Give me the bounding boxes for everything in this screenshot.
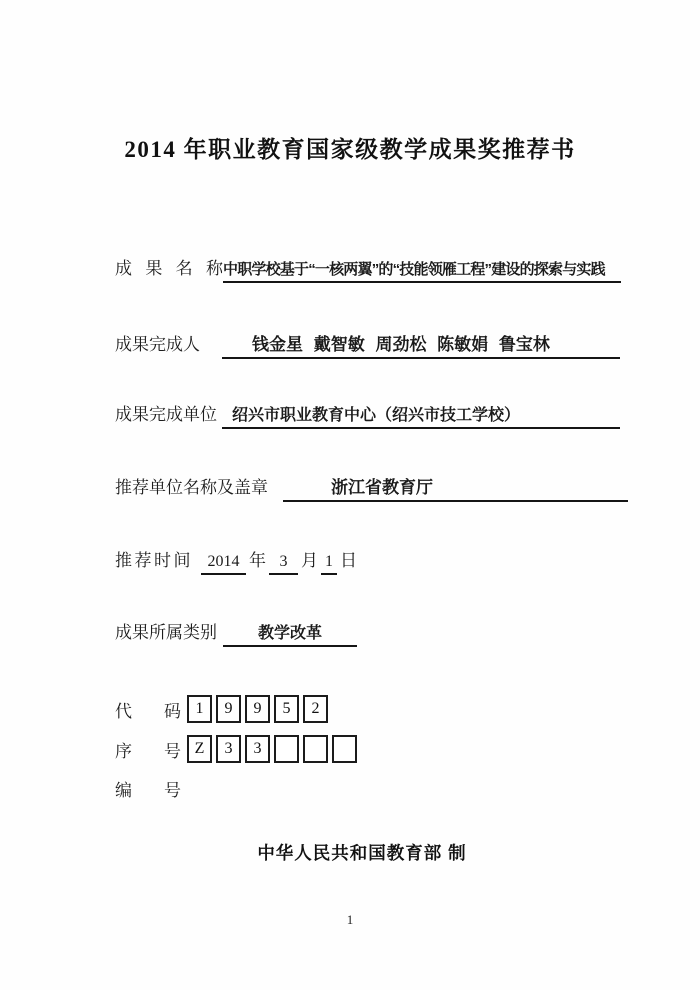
recommend-date-month-unit: 月: [301, 551, 318, 570]
recommending-unit-value: 浙江省教育厅: [283, 473, 628, 502]
code-box: 3: [216, 735, 241, 763]
page-number: 1: [346, 912, 354, 927]
field-code: [115, 695, 332, 723]
achievement-authors-label: 成果完成人: [115, 335, 200, 354]
field-recommending-unit: [115, 473, 628, 502]
field-number: [115, 776, 181, 801]
recommend-date-label: 推荐时间: [115, 551, 193, 570]
code-box: [274, 735, 299, 763]
code-box: 5: [274, 695, 299, 723]
field-achievement-name: [115, 254, 621, 283]
category-value: 教学改革: [223, 620, 357, 647]
completing-unit-value: 绍兴市职业教育中心（绍兴市技工学校）: [222, 402, 620, 429]
code-box: [303, 735, 328, 763]
code-label: 代码: [115, 701, 181, 721]
recommend-date-year-unit: 年: [249, 551, 266, 570]
code-box: Z: [187, 735, 212, 763]
category-label: 成果所属类别: [115, 623, 217, 642]
code-box: 1: [187, 695, 212, 723]
number-label: 编号: [115, 781, 181, 800]
code-box: [332, 735, 357, 763]
code-box: 9: [245, 695, 270, 723]
achievement-name-value: 中职学校基于“一核两翼”的“技能领雁工程”建设的探索与实践: [223, 258, 621, 283]
recommend-date-day-unit: 日: [340, 551, 357, 570]
recommend-date-day: 1: [321, 553, 337, 575]
document-title: 2014 年职业教育国家级教学成果奖推荐书: [124, 137, 576, 162]
completing-unit-label: 成果完成单位: [115, 405, 217, 424]
recommending-unit-label: 推荐单位名称及盖章: [115, 478, 268, 497]
code-boxes: [187, 695, 332, 723]
issuing-authority: 中华人民共和国教育部 制: [257, 843, 467, 863]
recommend-date-month: 3: [269, 553, 298, 575]
recommend-date-year: 2014: [201, 553, 246, 575]
field-serial: [115, 735, 361, 763]
achievement-name-label: 成果名称: [115, 259, 223, 278]
field-recommend-date: [115, 546, 360, 575]
serial-label: 序号: [115, 741, 181, 761]
achievement-authors-value: 钱金星 戴智敏 周劲松 陈敏娟 鲁宝林: [222, 330, 620, 359]
field-completing-unit: [115, 400, 620, 429]
serial-boxes: [187, 735, 361, 763]
code-box: 9: [216, 695, 241, 723]
field-category: [115, 618, 357, 647]
field-achievement-authors: [115, 330, 620, 359]
code-box: 3: [245, 735, 270, 763]
code-box: 2: [303, 695, 328, 723]
